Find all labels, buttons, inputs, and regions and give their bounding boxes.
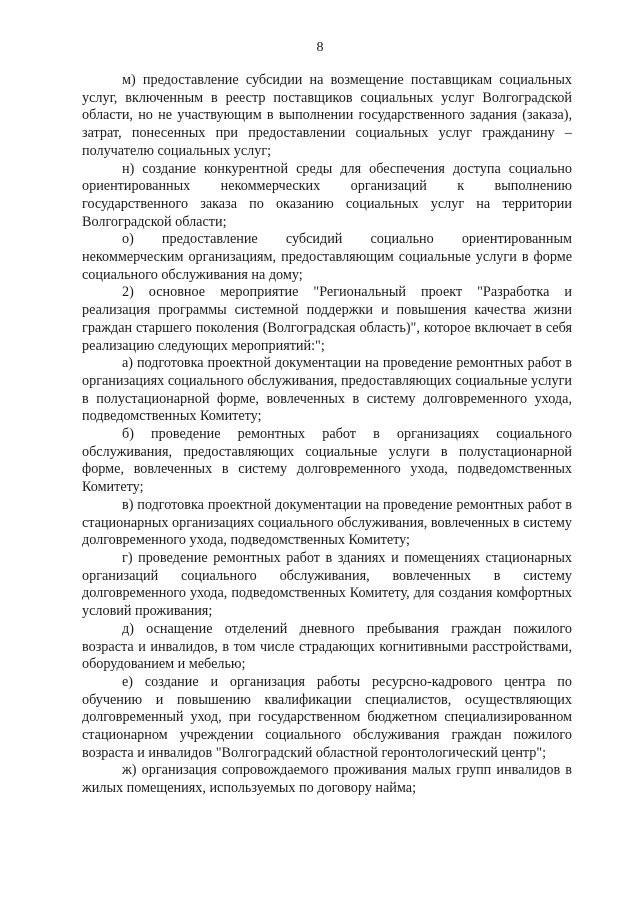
paragraph-b: б) проведение ремонтных работ в организациях социального обслуживания, предоставляющих социальные услуги в полустационарной форме, вовлеченных в систему долговременного ухода, подведомственных Комитету; — [82, 426, 572, 496]
paragraph-d: д) оснащение отделений дневного пребывания граждан пожилого возраста и инвалидов, в том числе страдающих когнитивными расстройствами, оборудованием и мебелью; — [82, 620, 572, 673]
body-text — [82, 72, 572, 798]
paragraph-o: о) предоставление субсидий социально ориентированным некоммерческим организациям, предоставляющим социальные услуги в форме социального обслуживания на дому; — [82, 231, 572, 283]
paragraph-e: е) создание и организация работы ресурсно-кадрового центра по обучению и повышению квалификации специалистов, осуществляющих долговременный уход, при государственном бюджетном специализированном стационарном учреждении социального обслуживания граждан пожилого возраста и инвалидов "Волгоградский областной геронтологический центр"; — [82, 673, 572, 761]
paragraph-v: в) подготовка проектной документации на проведение ремонтных работ в стационарных организациях социального обслуживания, вовлеченных в систему долговременного ухода, подведомственных Комитету; — [82, 496, 572, 549]
page-number: 8 — [316, 40, 324, 55]
paragraph-g: г) проведение ремонтных работ в зданиях и помещениях стационарных организаций социального обслуживания, вовлеченных в систему долговременного ухода, подведомственных Комитету, для создания комфортных условий проживания; — [82, 549, 572, 620]
paragraph-zh: ж) организация сопровождаемого проживания малых групп инвалидов в жилых помещениях, используемых по договору найма; — [82, 762, 572, 797]
paragraph-2: 2) основное мероприятие "Региональный проект "Разработка и реализация программы системной поддержки и повышения качества жизни граждан старшего поколения (Волгоградская область)", которое включает в себя реализацию следующих мероприятий:"; — [82, 284, 572, 354]
paragraph-m: м) предоставление субсидии на возмещение поставщикам социальных услуг, включенным в реестр поставщиков социальных услуг Волгоградской области, но не участвующим в выполнении государственного задания (заказа), затрат, понесенных при предоставлении социальных услуг гражданину – получателю социальных услуг; — [82, 72, 572, 159]
paragraph-n: н) создание конкурентной среды для обеспечения доступа социально ориентированных некоммерческих организаций к выполнению государственного заказа по оказанию социальных услуг на территории Волгоградской области; — [82, 160, 572, 230]
paragraph-a: а) подготовка проектной документации на проведение ремонтных работ в организациях социального обслуживания, предоставляющих социальные услуги в полустационарной форме, вовлеченных в систему долговременного ухода, подведомственных Комитету; — [82, 355, 572, 425]
